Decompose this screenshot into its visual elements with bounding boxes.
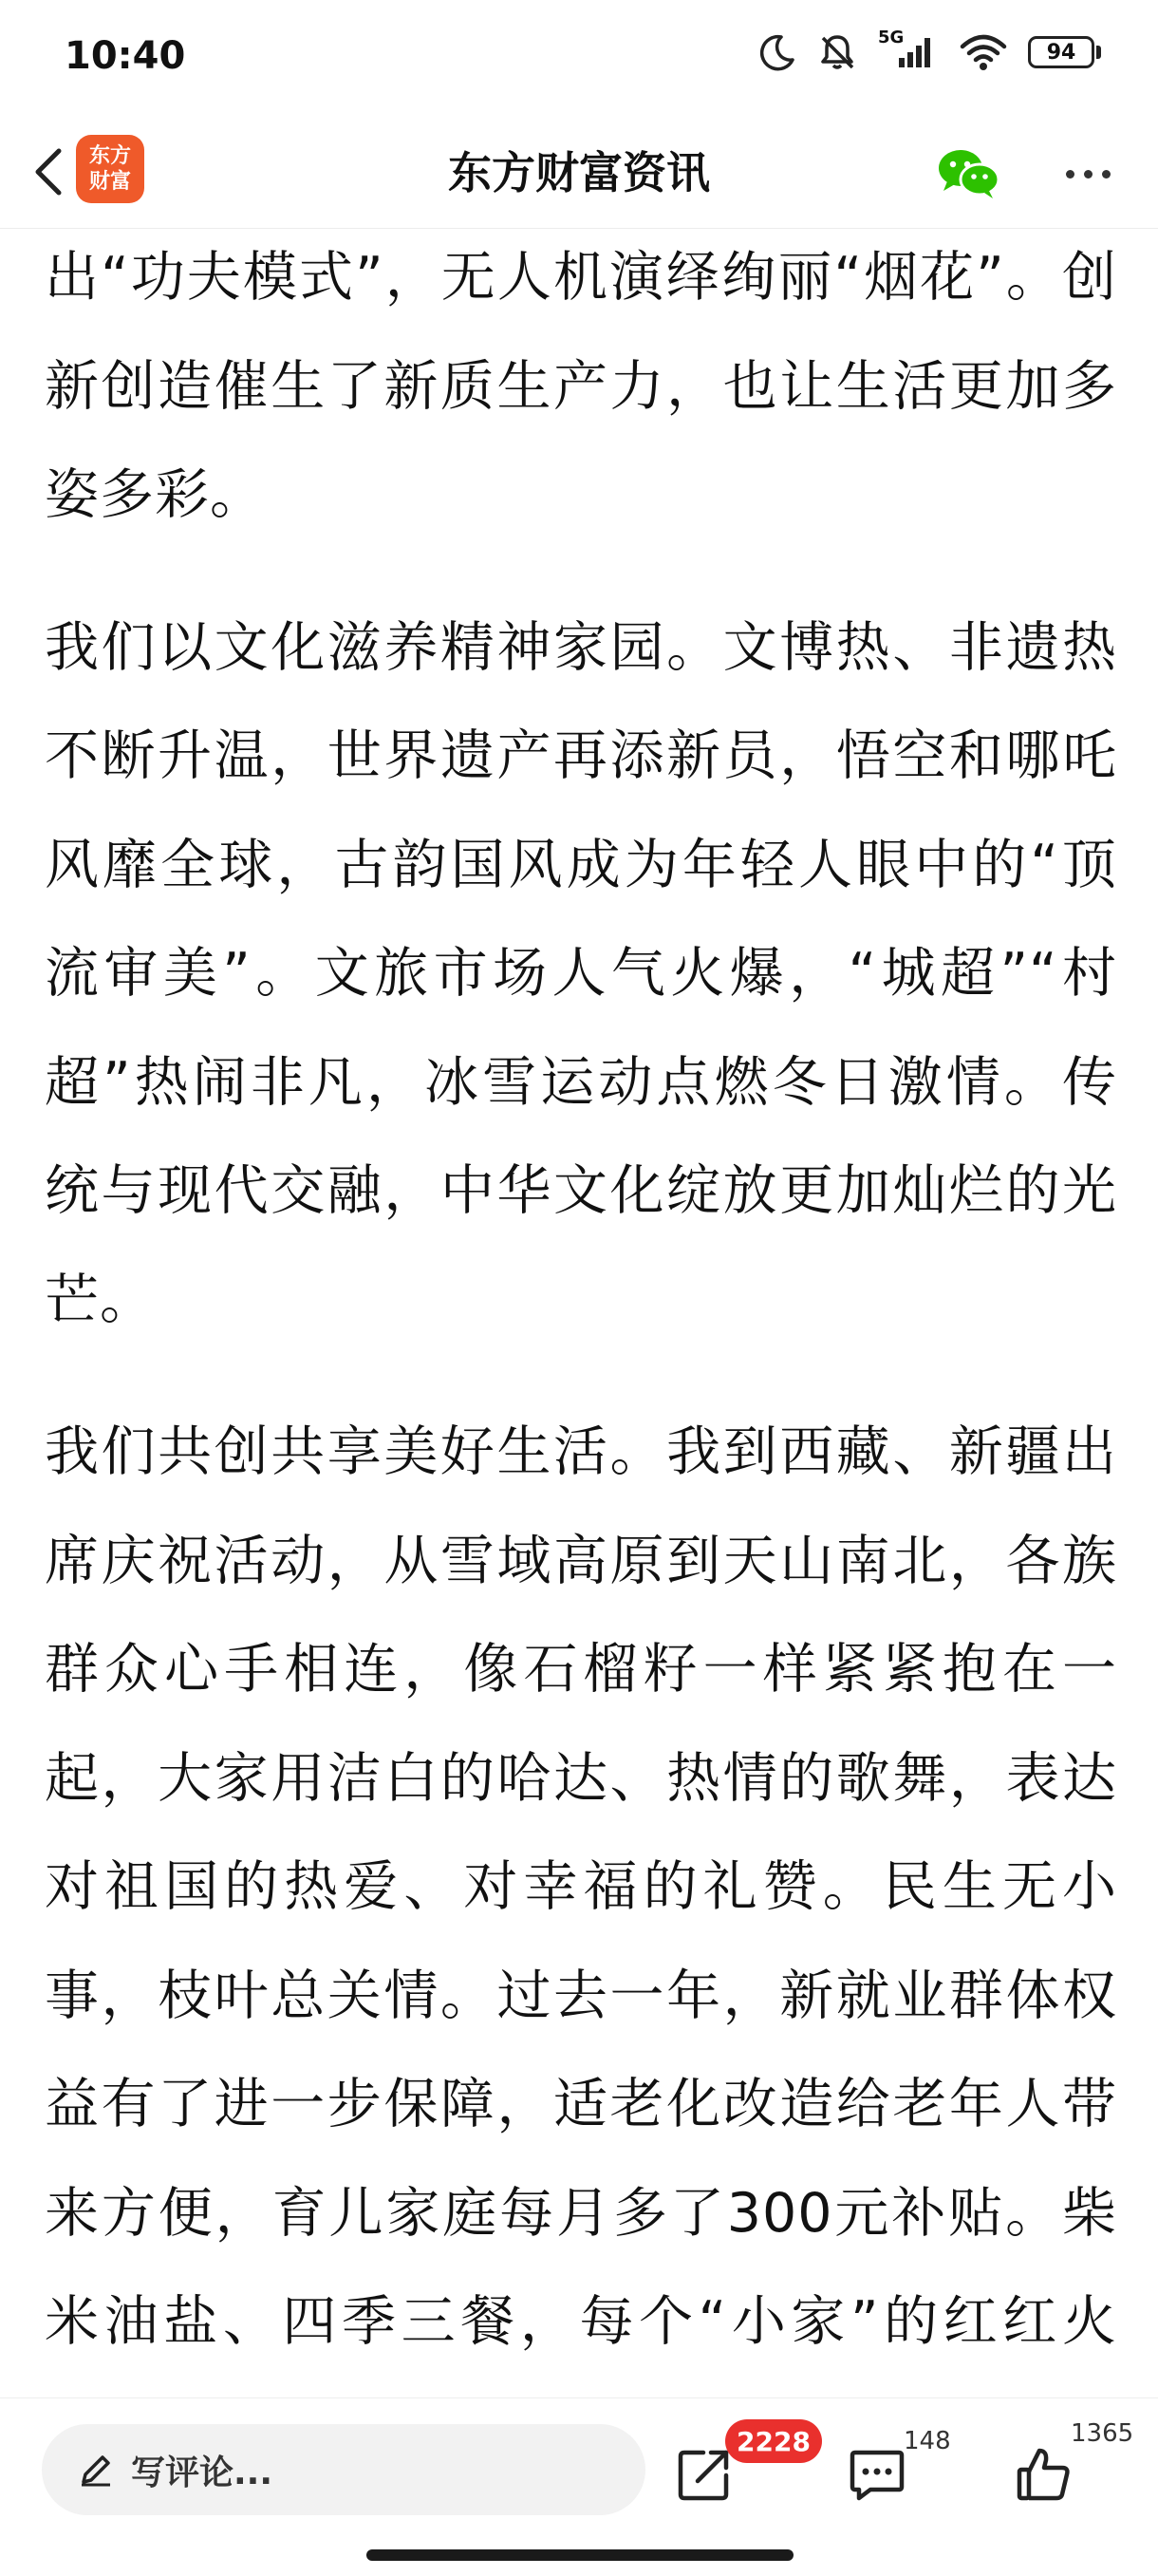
wifi-icon (960, 33, 1007, 71)
cellular-signal-icon (878, 28, 939, 71)
wechat-icon (932, 136, 1006, 210)
comment-input[interactable] (42, 2424, 645, 2515)
back-button[interactable] (21, 143, 78, 200)
more-icon (1066, 170, 1074, 179)
article-body (45, 228, 1117, 2393)
battery-icon (1028, 36, 1101, 68)
back-icon (30, 145, 68, 198)
status-bar (0, 0, 1158, 119)
article-paragraph: 我们以文化滋养精神家园。文博热、非遗热不断升温，世界遗产再添新员，悟空和哪吒风靡全球，古韵国风成为年轻人眼中的“顶流审美”。文旅市场人气火爆，“城超”“村超”热闹非凡，冰雪运动点燃冬日激情。传统与现代交融，中华文化绽放更加灿烂的光芒。 (45, 615, 1117, 1331)
comment-count: 148 (904, 2427, 951, 2455)
pencil-icon (78, 2452, 114, 2488)
more-button[interactable] (1054, 145, 1122, 202)
share-count-badge: 2228 (725, 2419, 822, 2463)
mute-bell-icon (817, 32, 857, 72)
page-title: 东方财富资讯 (448, 147, 710, 198)
article-paragraph: 我们共创共享美好生活。我到西藏、新疆出席庆祝活动，从雪域高原到天山南北，各族群众心手相连，像石榴籽一样紧紧抱在一起，大家用洁白的哈达、热情的歌舞，表达对祖国的热爱、对幸福的礼赞。民生无小事，枝叶总关情。过去一年，新就业群体权益有了进一步保障，适老化改造给老年人带来方便，育儿家庭每月多了300元补贴。柴米油盐、四季三餐，每个“小家”的红红火 (45, 1420, 1117, 2353)
share-icon (675, 2445, 734, 2504)
wechat-share-button[interactable] (932, 136, 1006, 210)
comment-placeholder: 写评论... (131, 2453, 273, 2492)
like-button[interactable] (1006, 2436, 1082, 2512)
status-icons (758, 28, 1101, 72)
comment-icon (848, 2445, 906, 2504)
app-logo[interactable] (76, 135, 144, 203)
logo-line-2: 财富 (88, 170, 131, 194)
moon-icon (758, 33, 796, 71)
home-indicator[interactable] (366, 2549, 794, 2561)
nav-bar (0, 119, 1158, 229)
thumbs-up-icon (1015, 2445, 1074, 2504)
article-paragraph: 出“功夫模式”，无人机演绎绚丽“烟花”。创新创造催生了新质生产力，也让生活更加多姿多彩。 (45, 246, 1117, 526)
status-time: 10:40 (65, 34, 186, 78)
battery-level: 94 (1046, 40, 1076, 65)
like-count: 1365 (1071, 2419, 1134, 2448)
logo-line-1: 东方 (88, 144, 131, 168)
network-type: 5G (878, 28, 905, 47)
